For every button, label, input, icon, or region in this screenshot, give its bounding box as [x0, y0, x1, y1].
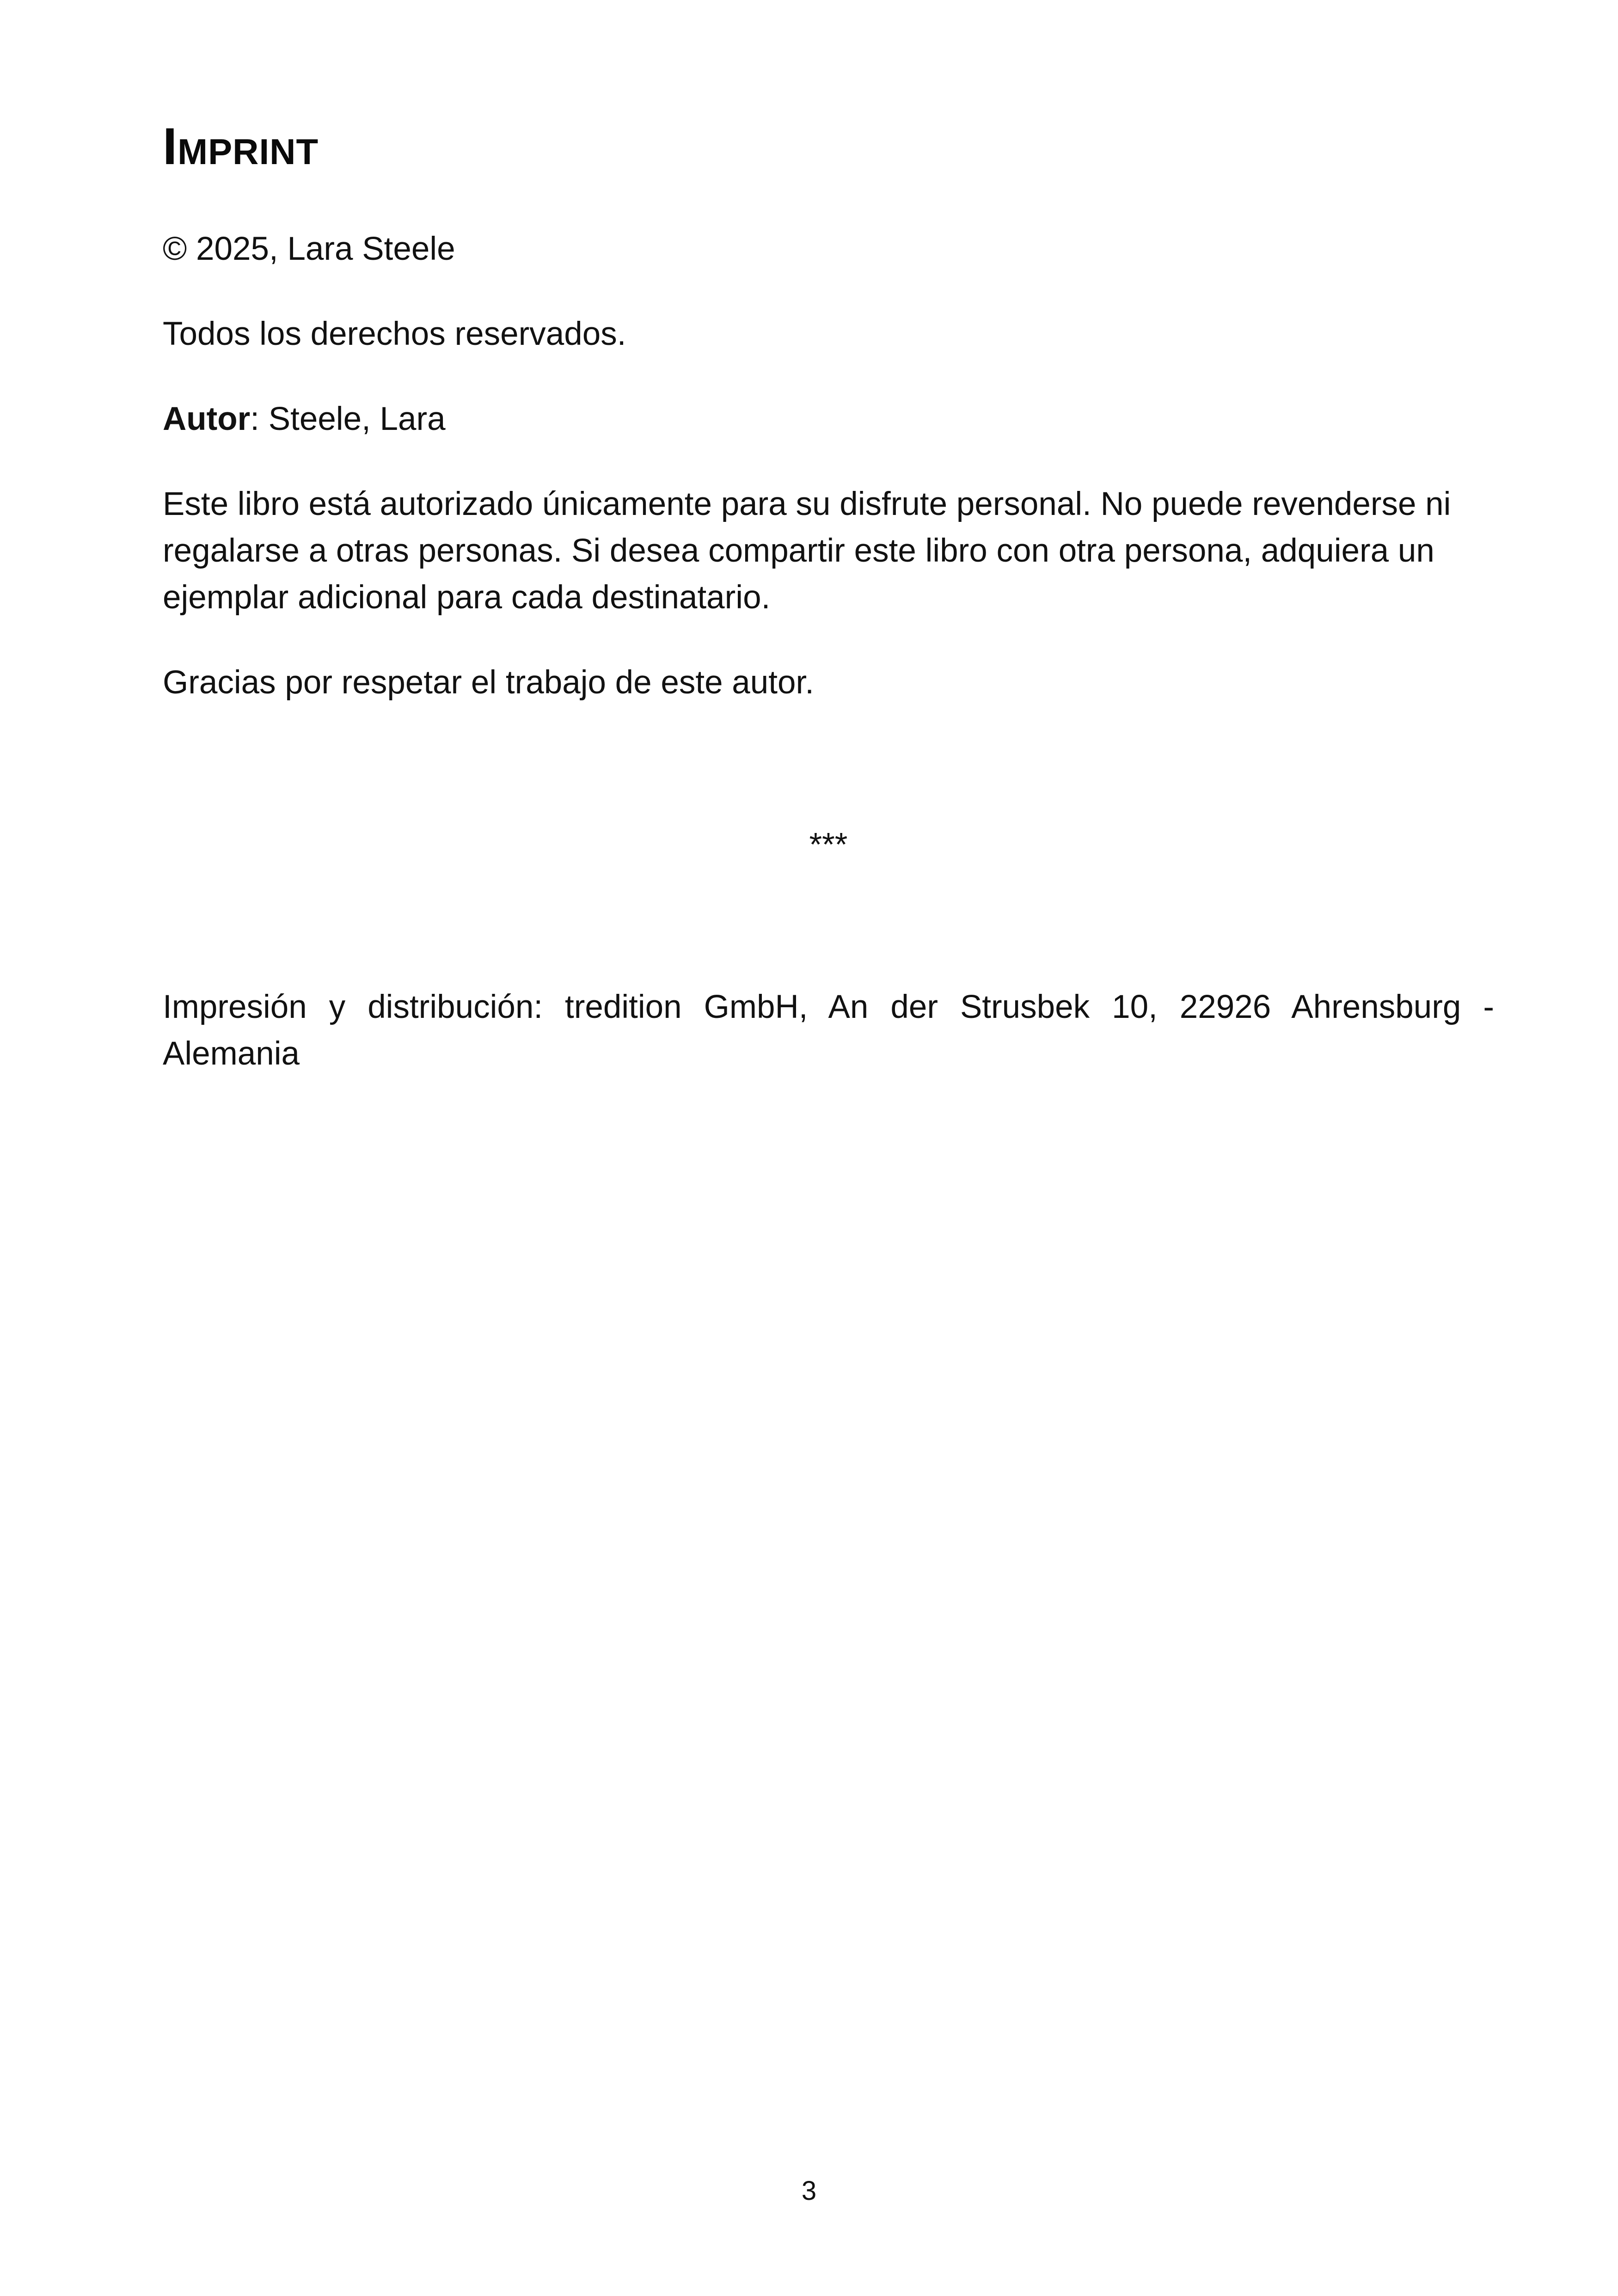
author-label: Autor: [163, 401, 251, 438]
page-number: 3: [801, 2176, 817, 2206]
section-separator: ***: [809, 827, 848, 863]
copyright-notice: © 2025, Lara Steele: [163, 231, 455, 268]
license-paragraph: Este libro está autorizado únicamente para su disfrute personal. No puede revenderse ni regalarse a otras personas. Si desea compartir este libro con otra persona, adquiera un ejemplar adicional para cada destinatario.: [163, 486, 1451, 616]
page-title: Imprint: [163, 117, 319, 175]
thanks-text: Gracias por respetar el trabajo de este autor.: [163, 664, 814, 701]
page-content: [163, 118, 1494, 1077]
author-name: : Steele, Lara: [250, 401, 446, 438]
author-line: [163, 396, 1494, 442]
rights-reserved-text: Todos los derechos reservados.: [163, 316, 626, 353]
printing-distribution-text: Impresión y distribución: tredition GmbH, An der Strusbek 10, 22926 Ahrensburg - Alemania: [163, 989, 1494, 1072]
